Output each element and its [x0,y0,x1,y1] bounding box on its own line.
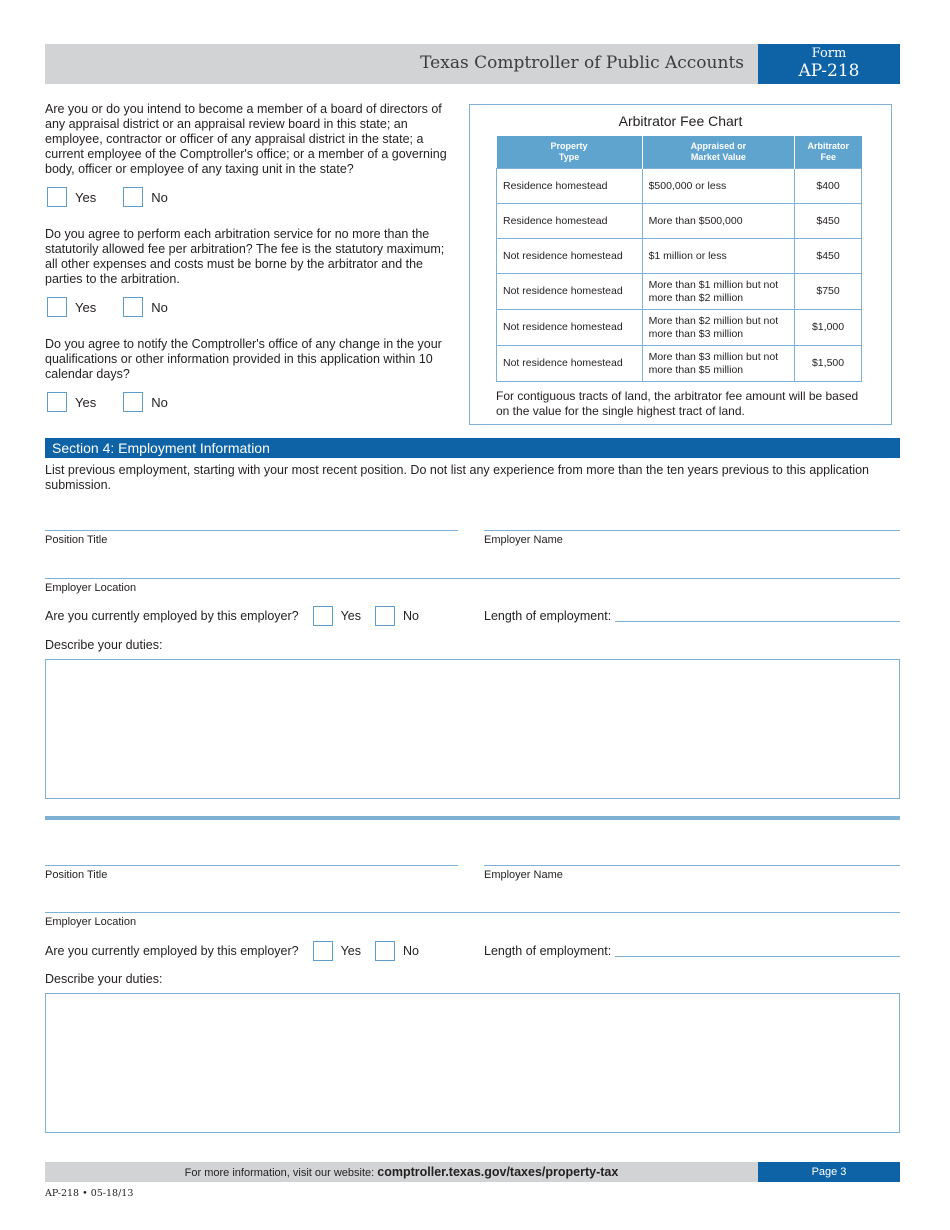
question-2-no-checkbox[interactable] [123,297,143,317]
footer-info-text: For more information, visit our website: [184,1167,375,1179]
duties-textarea[interactable] [45,993,900,1133]
form-badge [758,44,900,84]
no-label: No [151,394,168,410]
header-bar [45,44,758,84]
question-2-yes-checkbox[interactable] [47,297,67,317]
employed-no-checkbox[interactable] [375,941,395,961]
fee-cell: $1,500 [795,346,862,382]
question-1-options [47,186,195,208]
describe-duties-label: Describe your duties: [45,972,163,986]
yes-label: Yes [75,189,97,205]
question-3-yes-checkbox[interactable] [47,392,67,412]
agency-title: Texas Comptroller of Public Accounts [420,53,744,73]
length-of-employment-label: Length of employment: [484,944,612,958]
value-cell: More than $500,000 [642,204,795,239]
duties-textarea[interactable] [45,659,900,799]
yes-label: Yes [75,394,97,410]
employed-no-checkbox[interactable] [375,606,395,626]
question-2: Do you agree to perform each arbitration service for no more than the statutorily allowed fee per arbitration? The fee is the statutory maximum; all other expenses and costs must be borne by the arbitrator and the parties to the arbitration. [45,227,445,286]
fee-chart-note: For contiguous tracts of land, the arbitrator fee amount will be based on the value for the single highest tract of land. [496,389,859,418]
fee-cell: $1,000 [795,310,862,346]
fee-cell: $400 [795,169,862,204]
table-row [497,346,862,382]
position-title-input[interactable] [45,865,458,866]
table-row [497,239,862,274]
employer-name-label: Employer Name [484,869,563,881]
employer-location-input[interactable] [45,912,900,913]
property-type-cell: Residence homestead [497,204,643,239]
website-link[interactable]: comptroller.texas.gov/taxes/property-tax [377,1165,619,1179]
table-row [497,310,862,346]
currently-employed-row [45,605,433,627]
question-1: Are you or do you intend to become a member of a board of directors of any appraisal district or an appraisal review board in this state; an employee, contractor or officer of any appraisal district in the state; a current employee of the Comptroller's office; or a member of a governing body, officer or employee of any taxing unit in the state? [45,102,447,176]
header-arbitrator-fee: Arbitrator Fee [795,136,862,169]
length-of-employment-input[interactable] [615,621,900,622]
position-title-input[interactable] [45,530,458,531]
yes-label: Yes [340,609,361,623]
question-3-no-checkbox[interactable] [123,392,143,412]
page-number: Page 3 [758,1162,900,1182]
no-label: No [151,189,168,205]
property-type-cell: Not residence homestead [497,239,643,274]
question-2-options [47,296,195,318]
position-title-label: Position Title [45,534,108,546]
question-1-yes-checkbox[interactable] [47,187,67,207]
currently-employed-question: Are you currently employed by this employer? [45,609,299,623]
fee-cell: $450 [795,239,862,274]
header-appraised-value: Appraised or Market Value [642,136,795,169]
value-cell: More than $1 million but not more than $2 million [642,274,795,310]
question-1-no-checkbox[interactable] [123,187,143,207]
table-row [497,169,862,204]
employer-location-input[interactable] [45,578,900,579]
length-of-employment-input[interactable] [615,956,900,957]
value-cell: More than $2 million but not more than $3 million [642,310,795,346]
describe-duties-label: Describe your duties: [45,638,163,652]
property-type-cell: Not residence homestead [497,274,643,310]
fee-cell: $750 [795,274,862,310]
yes-label: Yes [340,944,361,958]
question-3: Do you agree to notify the Comptroller's office of any change in the your qualifications or other information provided in this application within 10 calendar days? [45,337,442,381]
table-row [497,274,862,310]
employer-location-label: Employer Location [45,582,137,594]
footer-bar [45,1162,758,1182]
value-cell: $500,000 or less [642,169,795,204]
no-label: No [403,609,419,623]
employed-yes-checkbox[interactable] [313,941,333,961]
value-cell: More than $3 million but not more than $5 million [642,346,795,382]
form-code: AP-218 • 05-18/13 [45,1188,134,1199]
arbitrator-fee-chart [469,104,892,425]
section-4-header: Section 4: Employment Information [45,438,900,458]
value-cell: $1 million or less [642,239,795,274]
fee-chart-title: Arbitrator Fee Chart [618,113,743,129]
currently-employed-question: Are you currently employed by this employer? [45,944,299,958]
yes-label: Yes [75,299,97,315]
employer-name-input[interactable] [484,530,900,531]
fee-table [496,136,862,382]
table-row [497,204,862,239]
entry-divider [45,816,900,820]
no-label: No [403,944,419,958]
form-label: Form [811,46,847,61]
form-number: AP-218 [798,61,860,81]
fee-table-header [497,136,862,169]
property-type-cell: Not residence homestead [497,346,643,382]
fee-cell: $450 [795,204,862,239]
header-property-type: Property Type [497,136,643,169]
employer-name-input[interactable] [484,865,900,866]
question-3-options [47,391,195,413]
employed-yes-checkbox[interactable] [313,606,333,626]
section-4-intro: List previous employment, starting with your most recent position. Do not list any experience from more than the ten years previous to this application submission. [45,463,870,492]
property-type-cell: Residence homestead [497,169,643,204]
currently-employed-row [45,940,433,962]
employer-location-label: Employer Location [45,916,137,928]
employer-name-label: Employer Name [484,534,563,546]
no-label: No [151,299,168,315]
property-type-cell: Not residence homestead [497,310,643,346]
length-of-employment-label: Length of employment: [484,609,612,623]
position-title-label: Position Title [45,869,108,881]
